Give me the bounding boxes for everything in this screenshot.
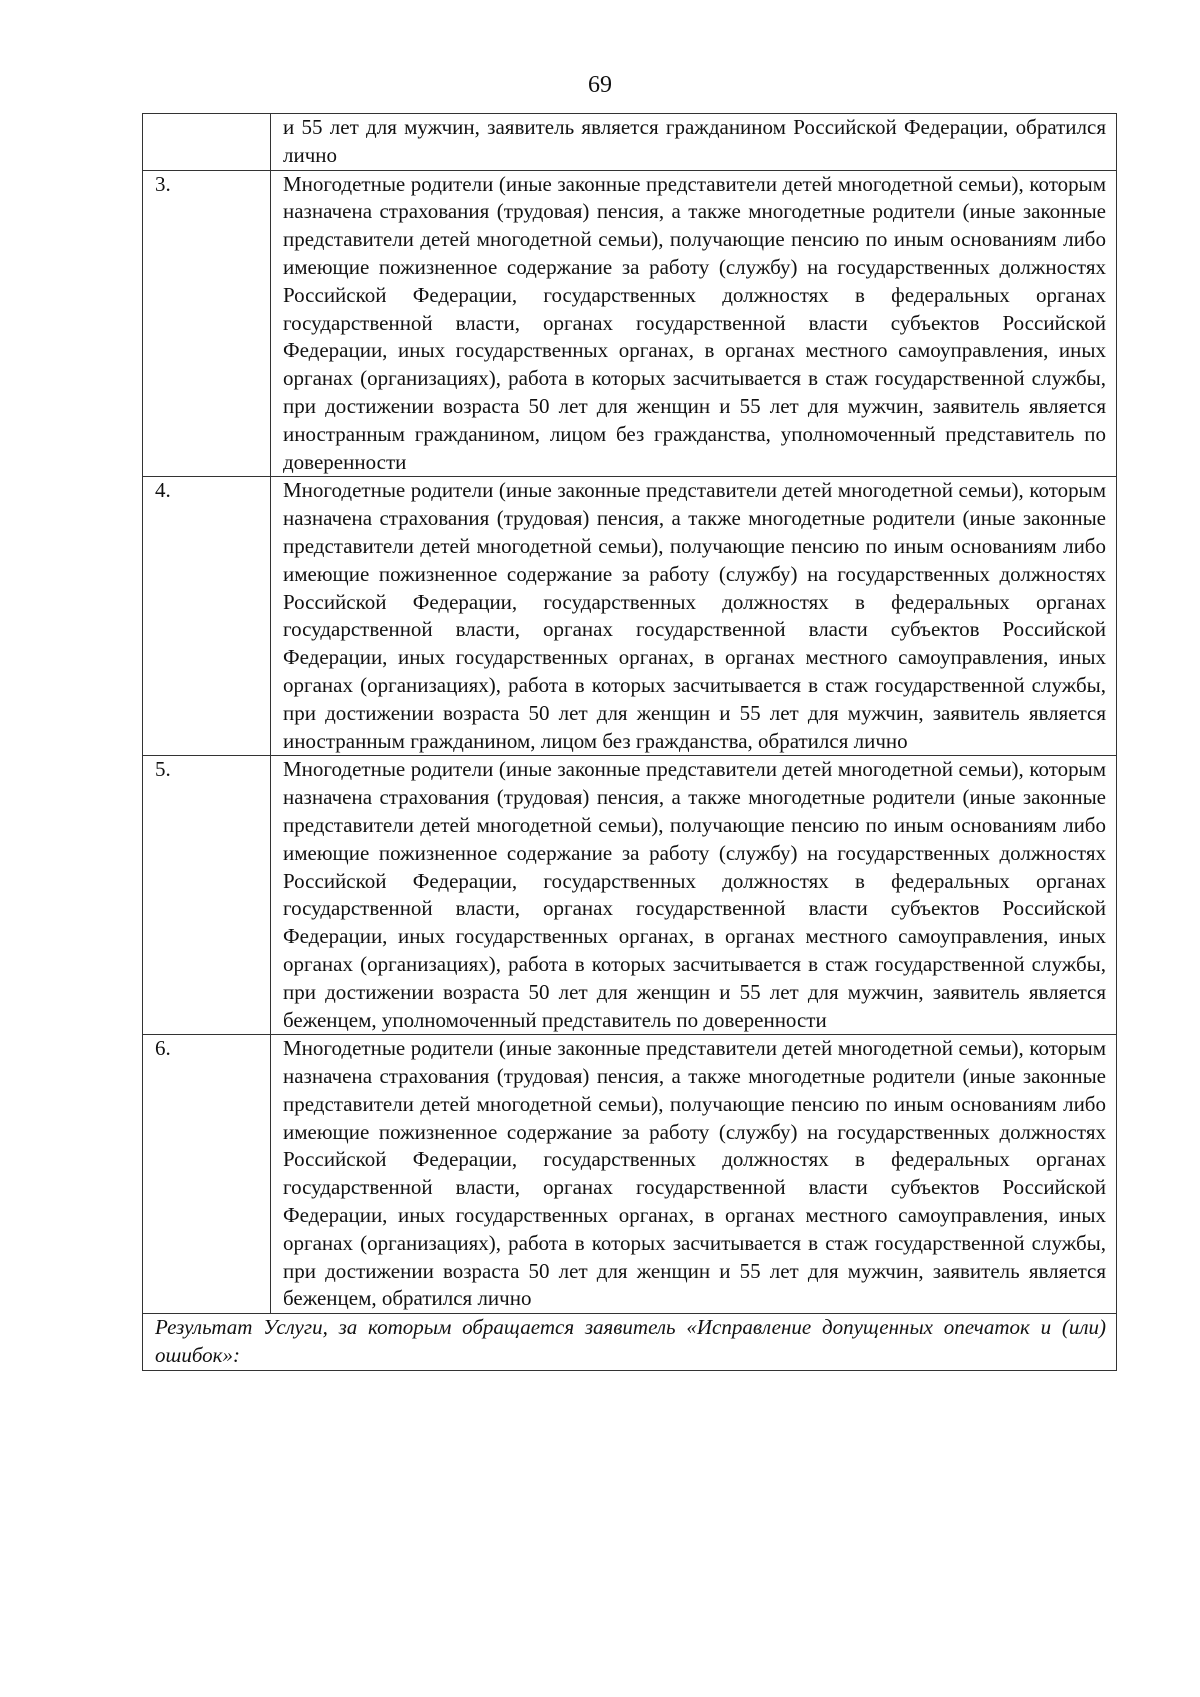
page-number: 69 bbox=[588, 72, 612, 98]
applicant-categories-table bbox=[142, 113, 1117, 1371]
row-number: 3. bbox=[143, 170, 271, 477]
table-row bbox=[143, 756, 1117, 1035]
result-row bbox=[143, 1314, 1117, 1371]
row-description: Многодетные родители (иные законные представители детей многодетной семьи), которым назначена страхования (трудовая) пенсия, а также многодетные родители (иные законные представители детей многодетной семьи), получающие пенсию по иным основаниям либо имеющие пожизненное содержание за работу (службу) на государственных должностях Российской Федерации, государственных должностях в федеральных органах государственной власти, органах государственной власти субъектов Российской Федерации, иных государственных органах, в органах местного самоуправления, иных органах (организациях), работа в которых засчитывается в стаж государственной службы, при достижении возраста 50 лет для женщин и 55 лет для мужчин, заявитель является беженцем, обратился лично bbox=[271, 1035, 1117, 1314]
row-description: и 55 лет для мужчин, заявитель является гражданином Российской Федерации, обратился лично bbox=[271, 114, 1117, 171]
row-number: 6. bbox=[143, 1035, 271, 1314]
row-description: Многодетные родители (иные законные представители детей многодетной семьи), которым назначена страхования (трудовая) пенсия, а также многодетные родители (иные законные представители детей многодетной семьи), получающие пенсию по иным основаниям либо имеющие пожизненное содержание за работу (службу) на государственных должностях Российской Федерации, государственных должностях в федеральных органах государственной власти, органах государственной власти субъектов Российской Федерации, иных государственных органах, в органах местного самоуправления, иных органах (организациях), работа в которых засчитывается в стаж государственной службы, при достижении возраста 50 лет для женщин и 55 лет для мужчин, заявитель является беженцем, уполномоченный представитель по доверенности bbox=[271, 756, 1117, 1035]
row-description: Многодетные родители (иные законные представители детей многодетной семьи), которым назначена страхования (трудовая) пенсия, а также многодетные родители (иные законные представители детей многодетной семьи), получающие пенсию по иным основаниям либо имеющие пожизненное содержание за работу (службу) на государственных должностях Российской Федерации, государственных должностях в федеральных органах государственной власти, органах государственной власти субъектов Российской Федерации, иных государственных органах, в органах местного самоуправления, иных органах (организациях), работа в которых засчитывается в стаж государственной службы, при достижении возраста 50 лет для женщин и 55 лет для мужчин, заявитель является иностранным гражданином, лицом без гражданства, обратился лично bbox=[271, 477, 1117, 756]
row-number: 4. bbox=[143, 477, 271, 756]
table-row bbox=[143, 1035, 1117, 1314]
table-row bbox=[143, 114, 1117, 171]
table-row bbox=[143, 170, 1117, 477]
row-number: 5. bbox=[143, 756, 271, 1035]
table-row bbox=[143, 477, 1117, 756]
service-result-heading: Результат Услуги, за которым обращается заявитель «Исправление допущенных опечаток и (или) ошибок»: bbox=[143, 1314, 1117, 1371]
row-number bbox=[143, 114, 271, 171]
row-description: Многодетные родители (иные законные представители детей многодетной семьи), которым назначена страхования (трудовая) пенсия, а также многодетные родители (иные законные представители детей многодетной семьи), получающие пенсию по иным основаниям либо имеющие пожизненное содержание за работу (службу) на государственных должностях Российской Федерации, государственных должностях в федеральных органах государственной власти, органах государственной власти субъектов Российской Федерации, иных государственных органах, в органах местного самоуправления, иных органах (организациях), работа в которых засчитывается в стаж государственной службы, при достижении возраста 50 лет для женщин и 55 лет для мужчин, заявитель является иностранным гражданином, лицом без гражданства, уполномоченный представитель по доверенности bbox=[271, 170, 1117, 477]
